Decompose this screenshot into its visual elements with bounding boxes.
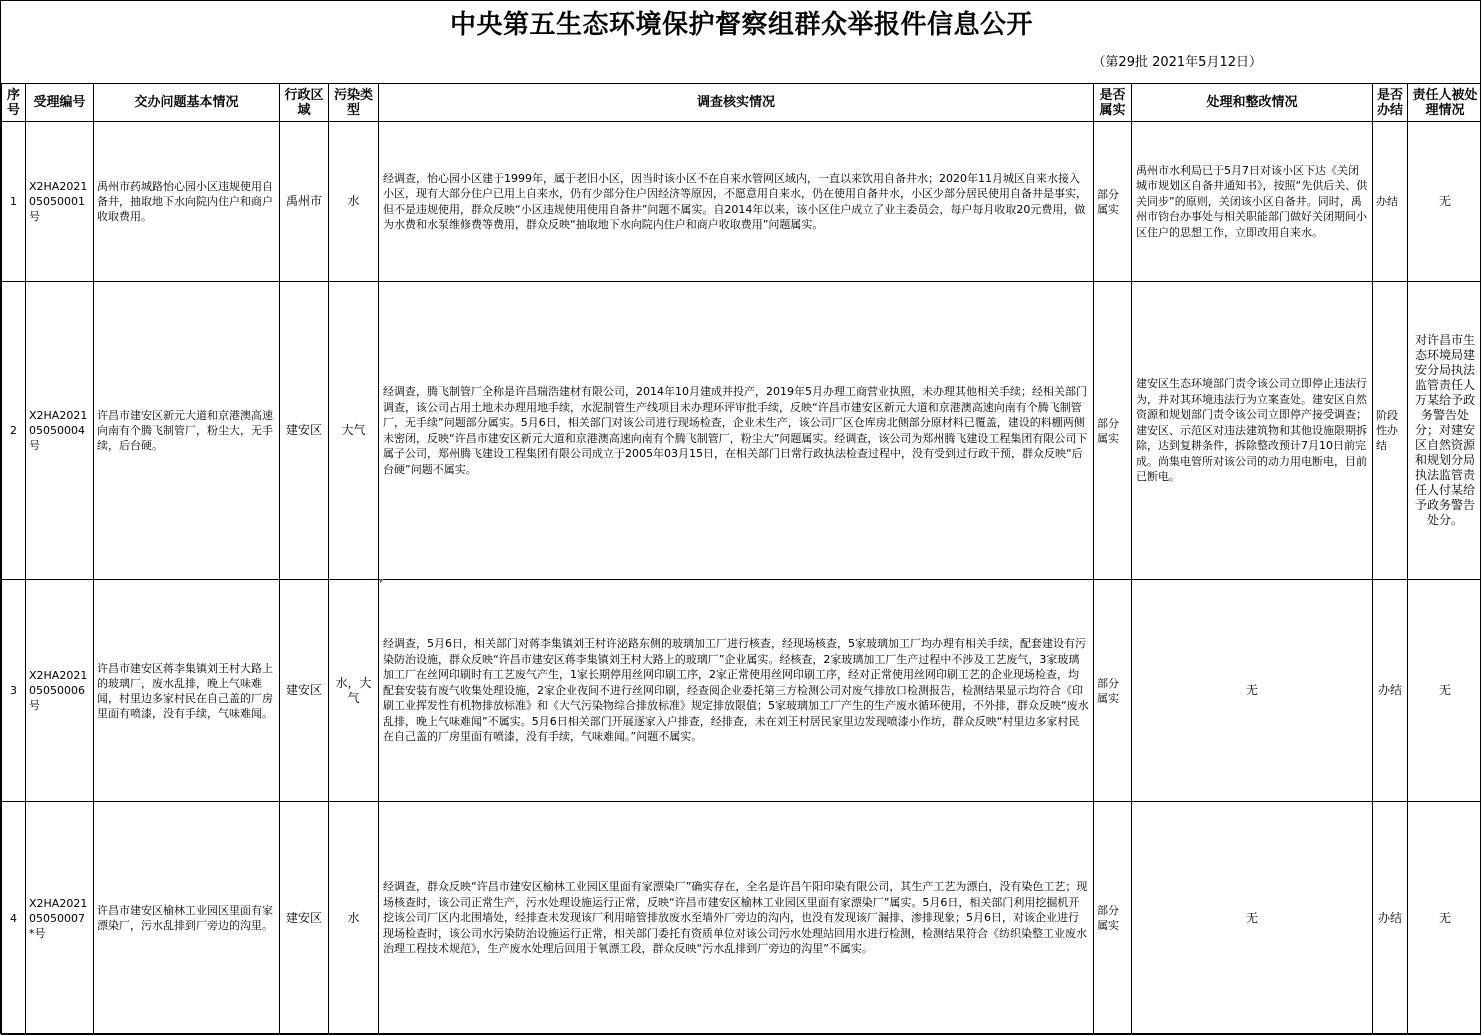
cell-id[interactable]: X2HA202105050004号 bbox=[26, 282, 94, 580]
cell-handling[interactable]: 禹州市水利局已于5月7日对该小区下达《关闭城市规划区自备井通知书》，按照“先供后关、供关同步”的原则，关闭该小区自备井。同时，禹州市钧台办事处与相关职能部门做好关闭期间小区住户的思想工作，立即改用自来水。 bbox=[1132, 122, 1373, 282]
cell-handling[interactable]: 无 bbox=[1132, 802, 1373, 1035]
cell-seq[interactable]: 1 bbox=[2, 122, 26, 282]
cell-investigation[interactable]: 经调查，群众反映“许昌市建安区榆林工业园区里面有家漂染厂”确实存在，全名是许昌午阳印染有限公司，其生产工艺为漂白，没有染色工艺；现场核查时，该公司正常生产，污水处理设施运行正常，反映“许昌市建安区榆林工业园区里面有家漂染厂”属实。5月6日，相关部门利用挖掘机开挖该公司厂区内北围墙处，经排查未发现该厂利用暗管排放废水至墙外厂旁边的沟内，也没有发现该厂漏排、渗排现象；5月6日，对该企业进行现场检查时，该公司水污染防治设施运行正常，相关部门委托有资质单位对该公司污水处理站回用水进行检测，检测结果符合《纺织染整工业废水治理工程技术规范》，生产废水处理后回用于氧漂工段，群众反映“污水乱排到厂旁边的沟里”不属实。 bbox=[379, 802, 1094, 1035]
table-row bbox=[2, 580, 1481, 802]
cell-region[interactable]: 建安区 bbox=[280, 282, 329, 580]
header-id[interactable]: 受理编号 bbox=[26, 84, 94, 122]
cell-pollution[interactable]: 水 bbox=[329, 122, 379, 282]
cell-pollution[interactable]: 水，大气 bbox=[329, 580, 379, 802]
table-row bbox=[2, 802, 1481, 1035]
header-pollution[interactable]: 污染类型 bbox=[329, 84, 379, 122]
header-seq[interactable]: 序号 bbox=[2, 84, 26, 122]
cell-investigation[interactable]: 经调查，腾飞制管厂全称是许昌瑞浩建材有限公司，2014年10月建成并投产，2019年5月办理工商营业执照，未办理其他相关手续；经相关部门调查，该公司占用土地未办理用地手续，水泥制管生产线项目未办理环评审批手续，反映“许昌市建安区新元大道和京港澳高速向南有个腾飞制管厂，无手续”问题部分属实。5月6日，相关部门对该公司进行现场检查，企业未生产，该公司厂区仓库房北侧部分原材料已覆盖，建设的料棚两侧未密闭，反映“许昌市建安区新元大道和京港澳高速向南有个腾飞制管厂，粉尘大”问题属实。经调查，该公司为郑州腾飞建设工程集团有限公司下属子公司，郑州腾飞建设工程集团有限公司成立于2005年03月15日，在相关部门日常行政执法检查过程中，没有受到过行政干预，群众反映“后台硬”问题不属实。 bbox=[379, 282, 1094, 580]
cell-accountability[interactable]: 无 bbox=[1408, 802, 1481, 1035]
cell-closed[interactable]: 阶段性办结 bbox=[1373, 282, 1408, 580]
cell-pollution[interactable]: 大气 bbox=[329, 282, 379, 580]
header-verified[interactable]: 是否属实 bbox=[1094, 84, 1132, 122]
cell-closed[interactable]: 办结 bbox=[1373, 122, 1408, 282]
cell-handling[interactable]: 无 bbox=[1132, 580, 1373, 802]
cell-verified[interactable]: 部分属实 bbox=[1094, 122, 1132, 282]
header-accountability[interactable]: 责任人被处理情况 bbox=[1408, 84, 1481, 122]
cell-seq[interactable]: 2 bbox=[2, 282, 26, 580]
cell-seq[interactable]: 4 bbox=[2, 802, 26, 1035]
header-handling[interactable]: 处理和整改情况 bbox=[1132, 84, 1373, 122]
header-row bbox=[2, 84, 1481, 122]
header-closed[interactable]: 是否办结 bbox=[1373, 84, 1408, 122]
cell-id[interactable]: X2HA202105050001号 bbox=[26, 122, 94, 282]
cell-summary[interactable]: 许昌市建安区新元大道和京港澳高速向南有个腾飞制管厂，粉尘大，无手续，后台硬。 bbox=[94, 282, 280, 580]
cell-closed[interactable]: 办结 bbox=[1373, 580, 1408, 802]
table-row bbox=[2, 282, 1481, 580]
cell-verified[interactable]: 部分属实 bbox=[1094, 802, 1132, 1035]
cell-summary[interactable]: 许昌市建安区蒋李集镇刘王村大路上的玻璃厂，废水乱排，晚上气味难闻，村里边多家村民在自己盖的厂房里面有喷漆，没有手续，气味难闻。 bbox=[94, 580, 280, 802]
cell-region[interactable]: 建安区 bbox=[280, 580, 329, 802]
cell-summary[interactable]: 许昌市建安区榆林工业园区里面有家漂染厂，污水乱排到厂旁边的沟里。 bbox=[94, 802, 280, 1035]
table-row bbox=[2, 122, 1481, 282]
header-investigation[interactable]: 调查核实情况 bbox=[379, 84, 1094, 122]
cell-id[interactable]: X2HA202105050006号 bbox=[26, 580, 94, 802]
cell-accountability[interactable]: 无 bbox=[1408, 580, 1481, 802]
cell-pollution[interactable]: 水 bbox=[329, 802, 379, 1035]
comment-indicator-icon bbox=[380, 579, 384, 583]
header-summary[interactable]: 交办问题基本情况 bbox=[94, 84, 280, 122]
header-region[interactable]: 行政区域 bbox=[280, 84, 329, 122]
cell-id[interactable]: X2HA202105050007*号 bbox=[26, 802, 94, 1035]
cell-summary[interactable]: 禹州市药城路怡心园小区违规使用自备井，抽取地下水向院内住户和商户收取费用。 bbox=[94, 122, 280, 282]
cell-verified[interactable]: 部分属实 bbox=[1094, 580, 1132, 802]
batch-date-note: （第29批 2021年5月12日） bbox=[1092, 53, 1262, 73]
cell-investigation[interactable]: 经调查，怡心园小区建于1999年，属于老旧小区，因当时该小区不在自来水管网区域内，一直以来饮用自备井水；2020年11月城区自来水接入小区，现有大部分住户已用上自来水，仍有少部分住户因经济等原因，不愿意用自来水，仍在使用自备井水，小区少部分居民使用自备井是事实，但不是违规使用，群众反映“小区违规使用使用自备井”问题不属实。自2014年以来，该小区住户成立了业主委员会，每户每月收取20元费用，做为水费和水泵维修费等费用，群众反映“抽取地下水向院内住户和商户收取费用”问题属实。 bbox=[379, 122, 1094, 282]
cell-accountability[interactable]: 对许昌市生态环境局建安分局执法监管责任人万某给予政务警告处分；对建安区自然资源和规划分局执法监管责任人付某给予政务警告处分。 bbox=[1408, 282, 1481, 580]
page-title: 中央第五生态环境保护督察组群众举报件信息公开 bbox=[1, 1, 1481, 51]
cell-region[interactable]: 建安区 bbox=[280, 802, 329, 1035]
cell-region[interactable]: 禹州市 bbox=[280, 122, 329, 282]
cell-seq[interactable]: 3 bbox=[2, 580, 26, 802]
complaints-table bbox=[1, 83, 1481, 1035]
cell-investigation[interactable]: 经调查，5月6日，相关部门对蒋李集镇刘王村许泌路东侧的玻璃加工厂进行核查，经现场核查，5家玻璃加工厂均办理有相关手续，配套建设有污染防治设施，群众反映“许昌市建安区蒋李集镇刘王村大路上的玻璃厂”企业属实。经核查，2家玻璃加工厂生产过程中不涉及工艺废气，3家玻璃加工厂在丝网印刷时有工艺废气产生，1家长期停用丝网印刷工序，2家正常使用丝网印刷工序，经对正常使用丝网印刷工艺的企业现场检查，均配套安装有废气收集处理设施，2家企业夜间不进行丝网印刷，经查阅企业委托第三方检测公司对废气排放口检测报告，检测结果显示均符合《印刷工业挥发性有机物排放标准》和《大气污染物综合排放标准》规定排放限值；5家玻璃加工厂产生的生产废水循环使用，不外排，群众反映“废水乱排，晚上气味难闻”不属实。5月6日相关部门开展逐家入户排查，经排查，未在刘王村居民家里边发现喷漆小作坊，群众反映“村里边多家村民在自己盖的厂房里面有喷漆，没有手续，气味难闻。”问题不属实。 bbox=[379, 580, 1094, 802]
cell-handling[interactable]: 建安区生态环境部门责令该公司立即停止违法行为，并对其环境违法行为立案查处。建安区自然资源和规划部门责令该公司立即停产接受调查；建安区、示范区对违法建筑物和其他设施限期拆除，达到复耕条件，拆除整改预计7月10日前完成。尚集电管所对该公司的动力用电断电，目前已断电。 bbox=[1132, 282, 1373, 580]
cell-accountability[interactable]: 无 bbox=[1408, 122, 1481, 282]
cell-closed[interactable]: 办结 bbox=[1373, 802, 1408, 1035]
cell-verified[interactable]: 部分属实 bbox=[1094, 282, 1132, 580]
